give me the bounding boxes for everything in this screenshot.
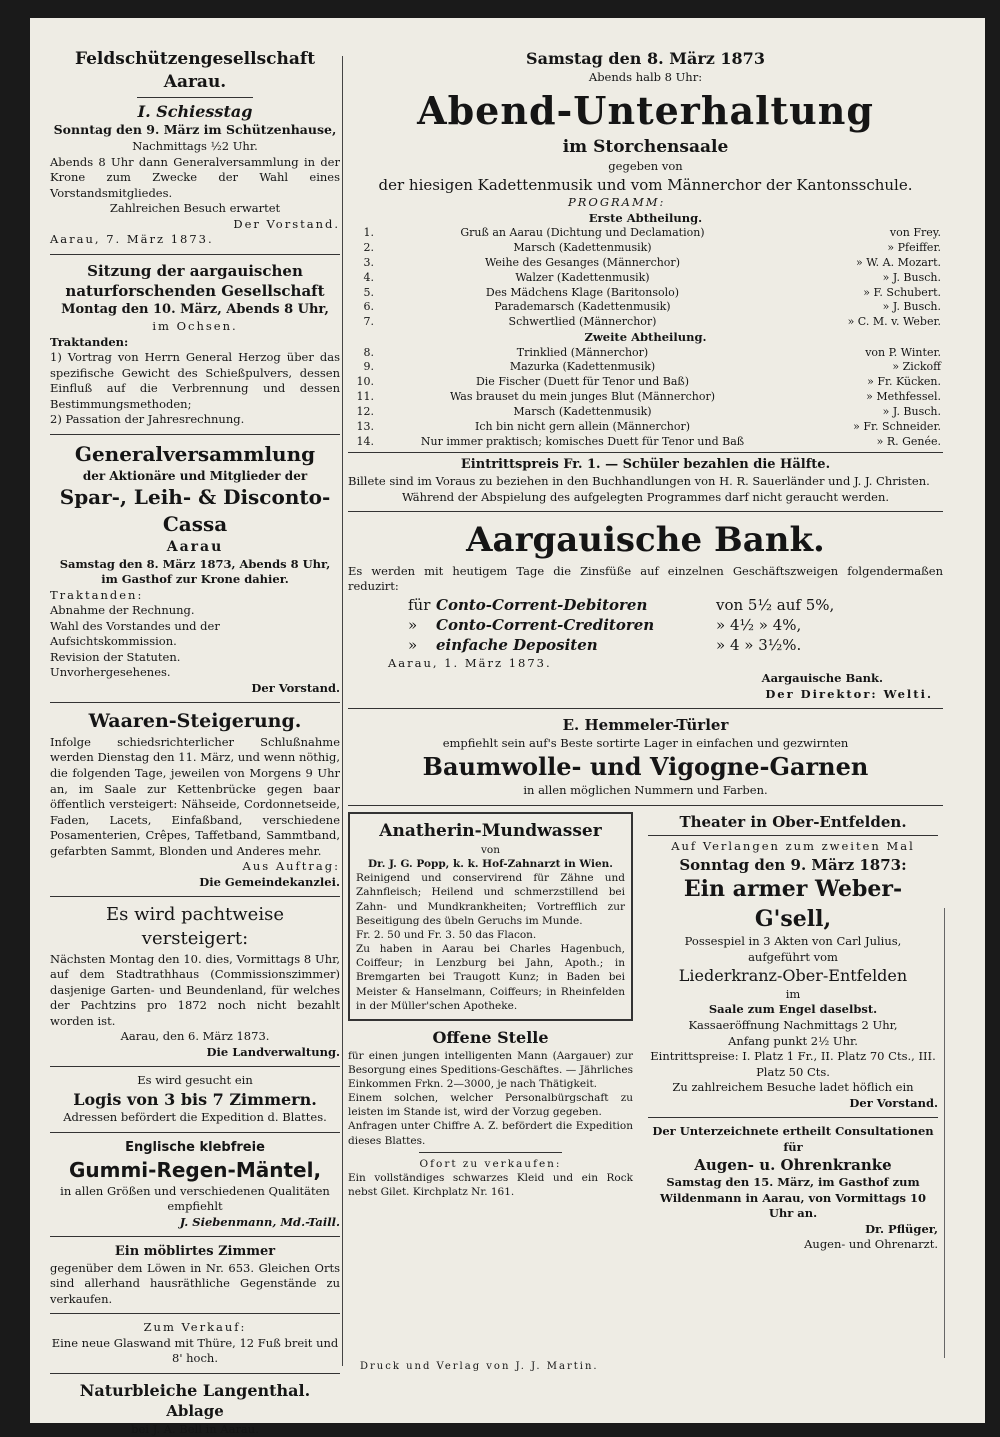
rate-label: einfache Depositen (436, 636, 598, 655)
program-item-composer: » J. Busch. (882, 270, 941, 284)
printer-imprint: Druck und Verlag von J. J. Martin. (360, 1361, 599, 1372)
ad-zimmer: Ein möblirtes Zimmer gegenüber dem Löwen in Nr. 653. Gleichen Orts sind allerhand hausräthliche Gegenstände zu verkaufen. (50, 1244, 340, 1306)
program-item-number: 2. (363, 240, 374, 254)
program-item (348, 390, 943, 405)
program-item-number: 5. (363, 285, 374, 299)
ad-title: Feldschützengesellschaft Aarau. (74, 49, 316, 92)
program-item-title: Walzer (Kadettenmusik) (515, 270, 650, 284)
program-item-number: 6. (363, 300, 374, 314)
program-item-number: 8. (363, 345, 374, 359)
program-item-number: 3. (363, 255, 374, 269)
rate-row (408, 615, 943, 635)
program-item-title: Weihe des Gesanges (Männerchor) (485, 255, 680, 269)
rate-row (408, 595, 943, 615)
program-item (348, 315, 943, 330)
program-item-number: 7. (363, 315, 374, 329)
ad-waaren-steigerung: Waaren-Steigerung. Infolge schiedsrichterlicher Schlußnahme werden Dienstag den 11. März, und wenn nöthig, die folgenden Tage, jeweilen von Morgens 9 Uhr an, im Saale zur Kettenbrücke gegen baar öffentlich versteigert: Nähseide, Cordonnetseide, Faden, Lacets, Einfaßband, verschiedene Posamenterien, Crêpes, Taffetband, Sammtband, gefarbten Sammt, Blonden und Anderes mehr. Aus Auftrag: Die Gemeindekanzlei. (50, 710, 340, 889)
ad-theater: Theater in Ober-Entfelden. Auf Verlangen zum zweiten Mal Sonntag den 9. März 1873: Ein armer Weber-G'sell, Possespiel in 3 Akten von Carl Julius, aufgeführt vom Liederkranz-Ober-Entfelden im Saale zum Engel daselbst. Kassaeröffnung Nachmittags 2 Uhr, Anfang punkt 2½ Uhr. Eintrittspreise: I. Platz 1 Fr., II. Platz 70 Cts., III. Platz 50 Cts. Zu zahlreichem Besuche ladet höflich ein Der Vorstand. (648, 812, 938, 1111)
newspaper-page (30, 18, 985, 1436)
bottom-right-column (648, 812, 938, 1253)
program-item-title: Gruß an Aarau (Dichtung und Declamation) (460, 226, 705, 240)
program-item (348, 360, 943, 375)
program-item (348, 346, 943, 361)
right-column (348, 48, 943, 1282)
program-item-number: 1. (363, 226, 374, 240)
program-part1 (348, 226, 943, 330)
program-item (348, 375, 943, 390)
program-item-composer: » R. Genée. (876, 434, 941, 448)
program-item (348, 286, 943, 301)
program-item-composer: » J. Busch. (882, 404, 941, 418)
program-item-composer: » Fr. Kücken. (867, 375, 941, 389)
program-item-number: 4. (363, 270, 374, 284)
ad-verkauf-kleid: Ofort zu verkaufen: Ein vollständiges schwarzes Kleid und ein Rock nebst Gilet. Kirchplatz Nr. 161. (348, 1157, 633, 1199)
ad-augenarzt: Der Unterzeichnete ertheilt Consultationen für Augen- u. Ohrenkranke Samstag den 15. März, im Gasthof zum Wildenmann in Aarau, von Vormittags 10 Uhr an. Dr. Pflüger, Augen- und Ohrenarzt. (652, 1124, 938, 1252)
program-item-composer: » F. Schubert. (863, 285, 941, 299)
program-item (348, 300, 943, 315)
program-item-composer: » J. Busch. (882, 300, 941, 314)
program-item (348, 241, 943, 256)
program-item-title: Marsch (Kadettenmusik) (513, 240, 652, 254)
program-item-title: Was brauset du mein junges Blut (Männerchor) (449, 390, 716, 404)
program-item-title: Ich bin nicht gern allein (Männerchor) (474, 419, 691, 433)
program-item-title: Schwertlied (Männerchor) (508, 315, 657, 329)
rate-prefix: » (408, 616, 418, 635)
right-border-rule (944, 908, 945, 1358)
program-item (348, 435, 943, 450)
bottom-right-block (348, 812, 943, 1282)
ad-naturforschende: Sitzung der aargauischen naturforschenden Gesellschaft Montag den 10. März, Abends 8 Uhr, im Ochsen. Traktanden: 1) Vortrag von Herrn General Herzog über das spezifische Gewicht des Schießpulvers, dessen Einfluß auf die Verbrennung und dessen Bestimmungsmethoden; 2) Passation der Jahresrechnung. (50, 261, 340, 427)
rate-label: Conto-Corrent-Debitoren (436, 595, 648, 614)
program-part2 (348, 346, 943, 450)
program-item-composer: » C. M. v. Weber. (847, 315, 941, 329)
ad-naturbleiche: Naturbleiche Langenthal. Ablage bei J. A. Bell in Aarau. (79, 1380, 311, 1436)
program-item-composer: » Methfessel. (866, 390, 941, 404)
ad-logis: Es wird gesucht ein Logis von 3 bis 7 Zimmern. Adressen befördert die Expedition d. Blattes. (63, 1073, 327, 1125)
left-column (50, 48, 340, 1437)
program-item-composer: » Zickoff (892, 360, 941, 374)
ad-anatherin: Anatherin-Mundwasser von Dr. J. G. Popp, k. k. Hof-Zahnarzt in Wien. Reinigend und conservirend für Zähne und Zahnfleisch; Heilend und schmerzstillend bei Zahn- und Mundkrankheiten; Vortrefflich zur Beseitigung des übeln Geruchs im Munde. Fr. 2. 50 und Fr. 3. 50 das Flacon. Zu haben in Aarau bei Charles Hagenbuch, Coiffeur; in Lenzburg bei Jahn, Apoth.; in Bremgarten bei Traugott Kunz; in Baden bei Meister & Hanselmann, Coiffeurs; in Rheinfelden in der Müller'schen Apotheke. (348, 812, 633, 1021)
concert-title: Abend-Unterhaltung (417, 88, 874, 134)
program-item-number: 11. (356, 390, 374, 404)
program-item-composer: » Fr. Schneider. (853, 419, 941, 433)
rate-value: von 5½ auf 5%, (716, 595, 835, 614)
ad-abend-unterhaltung: Samstag den 8. März 1873 Abends halb 8 Uhr: Abend-Unterhaltung im Storchensaale gegeben von der hiesigen Kadettenmusik und vom Männerchor der Kantonsschule. PROGRAMM: Erste Abtheilung. 1. Gruß an Aarau (Dichtung und Declamation) von Frey. 2. Marsch (Kadettenmusik) » Pfeiffer. 3. Weihe des Gesanges (Männerchor) » W. A. Mozart. 4. Walzer (Kadettenmusik) » J. Busch. 5. Des Mädchens Klage (Baritonsolo) » F. Schubert. 6. Parademarsch (Kadettenmusik) » J. Busch. 7. Schwertlied (Männerchor) » C. M. v. Weber. Zweite Abtheilung. 8. Trinklied (Männerchor) von P. Winter. 9. Mazurka (Kadettenmusik) » Zickoff 10. Die Fischer (Duett für Tenor und Baß) » Fr. Kücken. 11. Was brauset du mein junges Blut (Männerchor) » Methfessel. 12. Marsch (Kadettenmusik) » J. Busch. 13. Ich bin nicht gern allein (Männerchor) » Fr. Schneider. 14. Nur immer praktisch; komisches Duett für Tenor und Baß » R. Genée. Eintrittspreis Fr. 1. — Schüler bezahlen die Hälfte. Billete sind im Voraus zu beziehen in den Buchhandlungen von H. R. Sauerländer und J. J. Christen. Während der Abspielung des aufgelegten Programmes darf nicht geraucht werden. (348, 49, 941, 504)
column-rule (342, 56, 343, 1366)
program-item-composer: von Frey. (889, 226, 941, 240)
ad-pachtweise: Es wird pachtweise versteigert: Nächsten Montag den 10. dies, Vormittags 8 Uhr, auf dem Stadtrathhaus (Commissionszimmer) dasjenige Garten- und Beundenland, für welches der Pachtzins pro 1872 noch nicht bezahlt worden ist. Aarau, den 6. März 1873. Die Landverwaltung. (50, 904, 340, 1059)
program-item-composer: » W. A. Mozart. (856, 255, 941, 269)
rate-value: » 4 » 3½%. (716, 636, 802, 655)
program-item-title: Parademarsch (Kadettenmusik) (494, 300, 671, 314)
bottom-middle-column (348, 812, 633, 1199)
program-item-title: Mazurka (Kadettenmusik) (509, 360, 656, 374)
program-item-title: Marsch (Kadettenmusik) (513, 404, 652, 418)
program-item-number: 9. (363, 360, 374, 374)
ad-verkauf-glaswand: Zum Verkauf: Eine neue Glaswand mit Thüre, 12 Fuß breit und 8' hoch. (51, 1320, 339, 1366)
ad-gummi: Englische klebfreie Gummi-Regen-Mäntel, in allen Größen und verschiedenen Qualitäten empfiehlt J. Siebenmann, Md.-Taill. (60, 1139, 340, 1229)
program-item-composer: von P. Winter. (865, 345, 941, 359)
ad-generalversammlung: Generalversammlung der Aktionäre und Mitglieder der Spar-, Leih- & Disconto-Cassa Aarau Samstag den 8. März 1873, Abends 8 Uhr, im Gasthof zur Krone dahier. Traktanden: Abnahme der Rechnung. Wahl des Vorstandes und der Aufsichtskommission. Revision der Statuten. Unvorhergesehenes. Der Vorstand. (50, 441, 340, 695)
ad-hemmeler: E. Hemmeler-Türler empfiehlt sein auf's Beste sortirte Lager in einfachen und gezwirnten Baumwolle- und Vigogne-Garnen in allen möglichen Nummern und Farben. (422, 716, 869, 798)
program-item-title: Die Fischer (Duett für Tenor und Baß) (475, 375, 690, 389)
program-item (348, 405, 943, 420)
program-item-number: 10. (356, 375, 374, 389)
rate-prefix: für (408, 595, 431, 614)
program-item-number: 14. (356, 434, 374, 448)
program-item-number: 13. (356, 419, 374, 433)
rate-label: Conto-Corrent-Creditoren (436, 616, 655, 635)
interest-rates (408, 595, 943, 656)
program-item (348, 226, 943, 241)
rate-row (408, 635, 943, 655)
ad-offene-stelle: Offene Stelle für einen jungen intelligenten Mann (Aargauer) zur Besorgung eines Speditions-Geschäftes. — Jährliches Einkommen Frkn. 2—3000, je nach Thätigkeit. Einem solchen, welcher Personalbürgschaft zu leisten im Stande ist, wird der Vorzug gegeben. Anfragen unter Chiffre A. Z. befördert die Expedition dieses Blattes. (348, 1027, 633, 1147)
program-item (348, 271, 943, 286)
program-item (348, 420, 943, 435)
program-item-composer: » Pfeiffer. (887, 240, 941, 254)
program-item (348, 256, 943, 271)
program-item-title: Trinklied (Männerchor) (516, 345, 649, 359)
ad-aargauische-bank: Aargauische Bank. Es werden mit heutigem Tage die Zinsfüße auf einzelnen Geschäftszweigen folgendermaßen reduzirt: für Conto-Corrent-Debitoren von 5½ auf 5%, » Conto-Corrent-Creditoren » 4½ » 4%, » einfache Depositen » 4 » 3½%. Aarau, 1. März 1873. Aargauische Bank. Der Direktor: Welti. (348, 520, 943, 701)
rate-prefix: » (408, 636, 418, 655)
rate-value: » 4½ » 4%, (716, 616, 802, 635)
program-item-title: Des Mädchens Klage (Baritonsolo) (485, 285, 680, 299)
program-item-title: Nur immer praktisch; komisches Duett für Tenor und Baß (420, 434, 745, 448)
program-item-number: 12. (356, 404, 374, 418)
ad-feldschuetzen: Feldschützengesellschaft Aarau. I. Schiesstag Sonntag den 9. März im Schützenhause, Nachmittags ½2 Uhr. Abends 8 Uhr dann Generalversammlung in der Krone zum Zwecke der Wahl eines Vorstandsmitgliedes. Zahlreichen Besuch erwartet Der Vorstand. Aarau, 7. März 1873. (50, 49, 340, 247)
